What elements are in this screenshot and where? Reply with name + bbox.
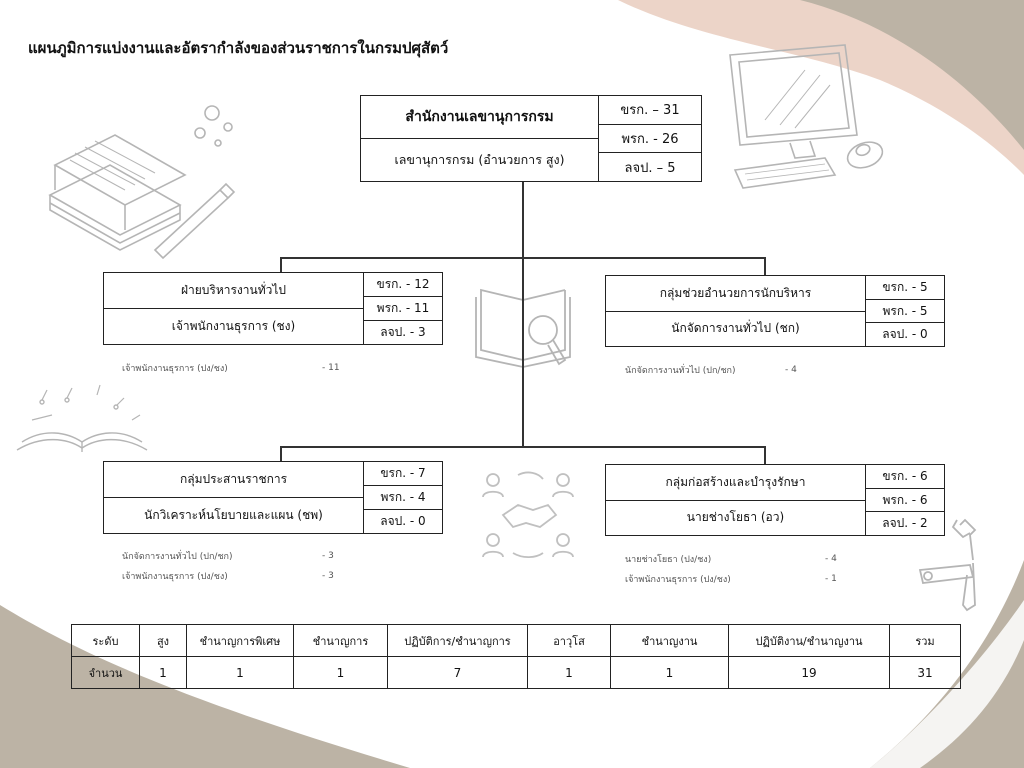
connector-level1-horizontal bbox=[280, 257, 765, 259]
unit-counts bbox=[364, 273, 442, 344]
unit-counts bbox=[866, 465, 944, 535]
summary-value-cell: 1 bbox=[140, 657, 187, 689]
unit-name: กลุ่มประสานราชการ bbox=[179, 472, 288, 486]
summary-value-cell: จำนวน bbox=[72, 657, 140, 689]
staff-position: นักจัดการงานทั่วไป (ปก/ชก) bbox=[625, 366, 736, 376]
unit-head: นักวิเคราะห์นโยบายและแผน (ชพ) bbox=[104, 497, 363, 533]
count-permanent-workers: ลจป. - 0 bbox=[364, 509, 442, 533]
staff-row bbox=[122, 546, 334, 566]
staff-count: - 3 bbox=[322, 571, 334, 581]
staff-notes-general-admin bbox=[122, 358, 340, 378]
summary-value-cell: 19 bbox=[729, 657, 890, 689]
unit-names bbox=[104, 462, 364, 533]
summary-values-row bbox=[72, 657, 961, 689]
unit-counts bbox=[364, 462, 442, 533]
staff-position: นักจัดการงานทั่วไป (ปก/ชก) bbox=[122, 552, 233, 562]
unit-counts bbox=[866, 276, 944, 346]
org-box-secretariat bbox=[360, 95, 702, 182]
connector-level2-left-drop bbox=[280, 446, 282, 462]
summary-header-cell: สูง bbox=[140, 625, 187, 657]
unit-head: นักจัดการงานทั่วไป (ชก) bbox=[606, 311, 865, 347]
unit-name: สำนักงานเลขานุการกรม bbox=[405, 109, 554, 125]
page-title: แผนภูมิการแบ่งงานและอัตรากำลังของส่วนราชการในกรมปศุสัตว์ bbox=[28, 39, 449, 57]
staff-count: - 3 bbox=[322, 551, 334, 561]
unit-counts bbox=[599, 96, 701, 181]
staff-row bbox=[122, 358, 340, 378]
staff-position: เจ้าพนักงานธุรการ (ปง/ชง) bbox=[122, 572, 228, 582]
count-government-employees: พรก. - 6 bbox=[866, 488, 944, 512]
summary-value-cell: 1 bbox=[528, 657, 611, 689]
summary-value-cell: 1 bbox=[611, 657, 729, 689]
count-civil-servants: ขรก. – 31 bbox=[620, 103, 680, 119]
count-civil-servants: ขรก. - 5 bbox=[882, 279, 928, 294]
music-book-icon bbox=[12, 380, 152, 460]
summary-value-cell: 1 bbox=[294, 657, 388, 689]
unit-head: นายช่างโยธา (อว) bbox=[606, 500, 865, 536]
staff-notes-construction bbox=[625, 549, 837, 589]
org-box-general-admin bbox=[103, 272, 443, 345]
org-box-construction bbox=[605, 464, 945, 536]
connector-level2-horizontal bbox=[280, 446, 765, 448]
summary-table bbox=[71, 624, 961, 689]
count-civil-servants: ขรก. - 12 bbox=[376, 277, 430, 291]
staff-position: เจ้าพนักงานธุรการ (ปง/ชง) bbox=[122, 364, 228, 374]
summary-header-cell: ชำนาญการพิเศษ bbox=[187, 625, 294, 657]
unit-name: ฝ่ายบริหารงานทั่วไป bbox=[180, 283, 287, 297]
count-government-employees: พรก. - 5 bbox=[866, 299, 944, 323]
summary-header-cell: ระดับ bbox=[72, 625, 140, 657]
summary-header-cell: รวม bbox=[890, 625, 961, 657]
staff-row bbox=[625, 360, 797, 380]
unit-names bbox=[606, 465, 866, 535]
staff-row bbox=[625, 569, 837, 589]
staff-notes-executive-support bbox=[625, 360, 797, 380]
count-permanent-workers: ลจป. - 3 bbox=[364, 320, 442, 344]
unit-names bbox=[104, 273, 364, 344]
computer-icon bbox=[725, 40, 895, 200]
staff-notes-coordination bbox=[122, 546, 334, 586]
handshake-icon bbox=[478, 465, 578, 565]
connector-level1-right-drop bbox=[764, 257, 766, 275]
staff-position: เจ้าพนักงานธุรการ (ปง/ชง) bbox=[625, 575, 731, 585]
staff-position: นายช่างโยธา (ปง/ชง) bbox=[625, 555, 712, 565]
count-government-employees: พรก. - 26 bbox=[599, 124, 701, 153]
open-book-search-icon bbox=[473, 275, 583, 385]
unit-name: กลุ่มก่อสร้างและบำรุงรักษา bbox=[665, 474, 806, 489]
summary-header-cell: ชำนาญการ bbox=[294, 625, 388, 657]
count-government-employees: พรก. - 11 bbox=[364, 296, 442, 320]
unit-names bbox=[606, 276, 866, 346]
staff-count: - 11 bbox=[322, 363, 340, 373]
connector-level1-left-drop bbox=[280, 257, 282, 273]
org-box-coordination bbox=[103, 461, 443, 534]
summary-header-cell: ชำนาญงาน bbox=[611, 625, 729, 657]
count-permanent-workers: ลจป. – 5 bbox=[599, 152, 701, 181]
staff-count: - 4 bbox=[785, 365, 797, 375]
staff-row bbox=[122, 566, 334, 586]
summary-value-cell: 31 bbox=[890, 657, 961, 689]
staff-count: - 1 bbox=[825, 574, 837, 584]
summary-header-row bbox=[72, 625, 961, 657]
count-permanent-workers: ลจป. - 2 bbox=[866, 511, 944, 535]
unit-name: กลุ่มช่วยอำนวยการนักบริหาร bbox=[659, 285, 812, 300]
count-government-employees: พรก. - 4 bbox=[364, 485, 442, 509]
count-civil-servants: ขรก. - 7 bbox=[380, 466, 426, 480]
staff-row bbox=[625, 549, 837, 569]
summary-value-cell: 1 bbox=[187, 657, 294, 689]
staff-count: - 4 bbox=[825, 554, 837, 564]
summary-value-cell: 7 bbox=[388, 657, 528, 689]
summary-header-cell: ปฏิบัติการ/ชำนาญการ bbox=[388, 625, 528, 657]
paper-stack-icon bbox=[40, 95, 240, 260]
summary-header-cell: ปฏิบัติงาน/ชำนาญงาน bbox=[729, 625, 890, 657]
connector-level2-right-drop bbox=[764, 446, 766, 464]
org-box-executive-support bbox=[605, 275, 945, 347]
unit-names bbox=[361, 96, 599, 181]
connector-trunk bbox=[522, 181, 524, 447]
count-civil-servants: ขรก. - 6 bbox=[882, 468, 928, 483]
unit-head: เลขานุการกรม (อำนวยการ สูง) bbox=[361, 138, 598, 181]
summary-header-cell: อาวุโส bbox=[528, 625, 611, 657]
unit-head: เจ้าพนักงานธุรการ (ชง) bbox=[104, 308, 363, 344]
count-permanent-workers: ลจป. - 0 bbox=[866, 322, 944, 346]
